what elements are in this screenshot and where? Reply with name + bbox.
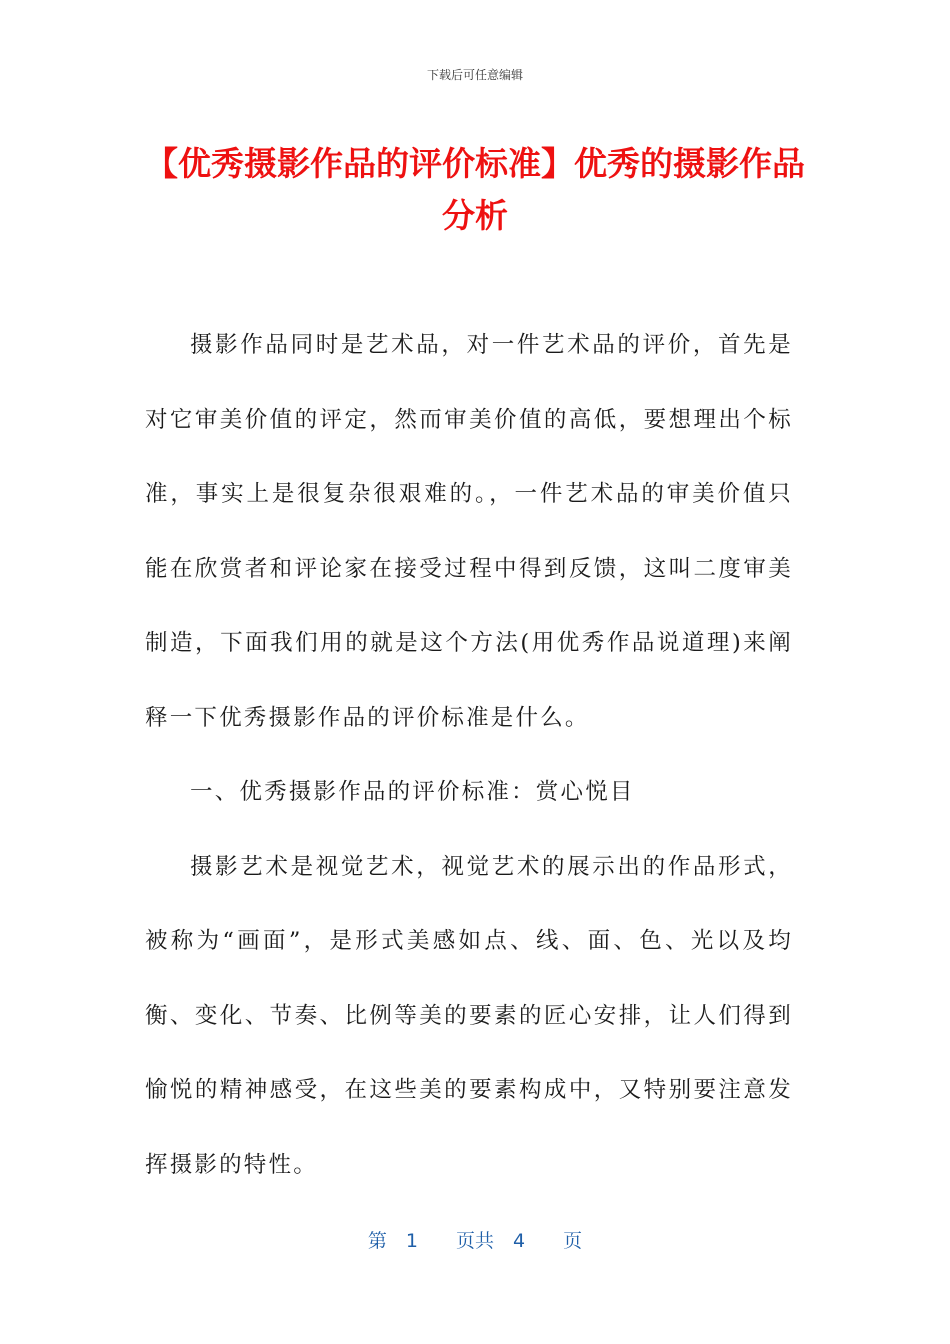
body-paragraph: 摄影作品同时是艺术品，对一件艺术品的评价，首先是对它审美价值的评定，然而审美价值的高低，要想理出个标准，事实上是很复杂很艰难的。，一件艺术品的审美价值只能在欣赏者和评论家在接受过程中得到反馈，这叫二度审美制造，下面我们用的就是这个方法(用优秀作品说道理)来阐释一下优秀摄影作品的评价标准是什么。 (145, 332, 793, 731)
page-number-footer: 第 1 页共 4 页 (367, 1230, 583, 1252)
body-paragraph: 摄影艺术是视觉艺术，视觉艺术的展示出的作品形式，被称为“画面”，是形式美感如点、线、面、色、光以及均衡、变化、节奏、比例等美的要素的匠心安排，让人们得到愉悦的精神感受，在这些美的要素构成中，又特别要注意发挥摄影的特性。 (145, 853, 793, 1178)
page-header-note: 下载后可任意编辑 (426, 68, 523, 82)
document-title: 【优秀摄影作品的评价标准】优秀的摄影作品分析 (145, 144, 805, 235)
document-body (145, 308, 793, 1202)
section-heading: 一、优秀摄影作品的评价标准：赏心悦目 (190, 779, 635, 805)
